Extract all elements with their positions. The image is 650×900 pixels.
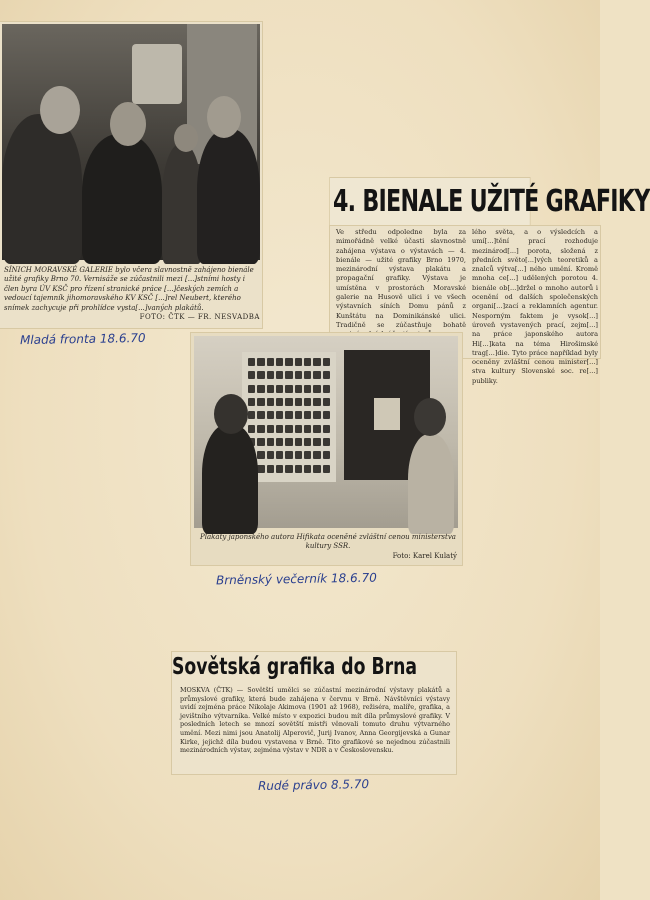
handwritten-source-note: Brněnský večerník 18.6.70 xyxy=(215,570,377,588)
handwritten-source-note: Mladá fronta 18.6.70 xyxy=(19,330,146,348)
clipping-brnensky-vecernik xyxy=(191,333,462,565)
photo-caption: SÍNICH MORAVSKÉ GALERIE bylo včera slavnostně zahájeno bienále užité grafiky Brno 70. Vernisáže se zúčastnili mezi [...]stními hosty i člen byra ÚV KSČ pro řízení stranické práce [...]českých zemích a vedoucí tajemník jihomoravského KV KSČ [...]rel Neubert, kterého snímek zachycuje při prohlídce vysta[...]vaných plakátů. xyxy=(4,266,254,312)
visitor-right xyxy=(408,434,454,534)
article-column-2: lého světa, a o výsledcích a umí[...]tění prací rozhoduje mezinárod[...] porota, složená z předních světo[...]vých teoretiků a znalců výtva[...] ného umění. Kromě mnoha ce[...] udělených porotou 4. bienále ob[...]držel o mnoho autorů i ocenění od dalších společenských organi[...]zací a reklamních agentur. Nesporným faktem je vysok[...] úroveň vystavených prací, zejm[...] na práce japonského autora Hi[...]kata na téma Hirošimské trag[...]die. Tyto práce například byly oceněny zvláštní cenou minister[...] stva kultury Slovenské soc. re[...] publiky. xyxy=(472,228,598,385)
article-column-1: Ve středu odpoledne byla za mimořádně velké účasti slavnostně zahájena výstava o výstavách — 4. bienále — užité grafiky Brno 1970, mezinárodní výstava plakátu a propagační grafiky. Výstava je umístěna v prostorách Moravské galerie na Husově ulici i ve všech výstavních síních Domu pánů z Kunštátu na Dominikánské ulici. Tradičně se zúčastňuje bohatě xyxy=(336,228,466,329)
clipping-mlada-fronta xyxy=(0,22,262,328)
article-body: MOSKVA (ČTK) — Sovětští umělci se zúčastní mezinárodní výstavy plakátů a průmyslové grafiky, která bude zahájena v červnu v Brně. Návštěvníci výstavy uvidí zejména práce Nikolaje Akimova (1901 až 1968), režiséra, malíře, grafika, a jevištního výtvarníka. Velké místo v expozici budou mít díla průmyslové grafiky. V posledních letech se mnozí sovětští mistři věnovali tomuto druhu výtvarného umění. Mezi nimi jsou Anatolij Alperovič, Jurij Ivanov, Anna Georgijevská a Gunar Kirke, jejichž díla budou vystavena v Brně. Tito grafikové se nejednou zúčastnili mezinárodních výstav, zejména výstav v NDR a v Československu. xyxy=(180,686,450,755)
article-headline: 4. BIENALE UŽITÉ GRAFIKY xyxy=(330,178,530,226)
exhibition-credit: Foto: Karel Kulatý xyxy=(392,551,457,560)
visitor-left xyxy=(202,424,258,534)
vernissage-photo xyxy=(2,24,260,260)
article-headline: Sovětská grafika do Brna xyxy=(172,654,418,680)
exhibition-photo xyxy=(194,336,458,528)
clipping-sovetska-grafika xyxy=(172,652,456,774)
exhibition-caption: Plakáty japonského autora Hifikata oceněné zvláštní cenou ministerstva kultury SSR. xyxy=(200,533,456,551)
handwritten-source-note: Rudé právo 8.5.70 xyxy=(257,777,370,793)
photo-credit: FOTO: ČTK — FR. NESVADBA xyxy=(139,313,260,322)
